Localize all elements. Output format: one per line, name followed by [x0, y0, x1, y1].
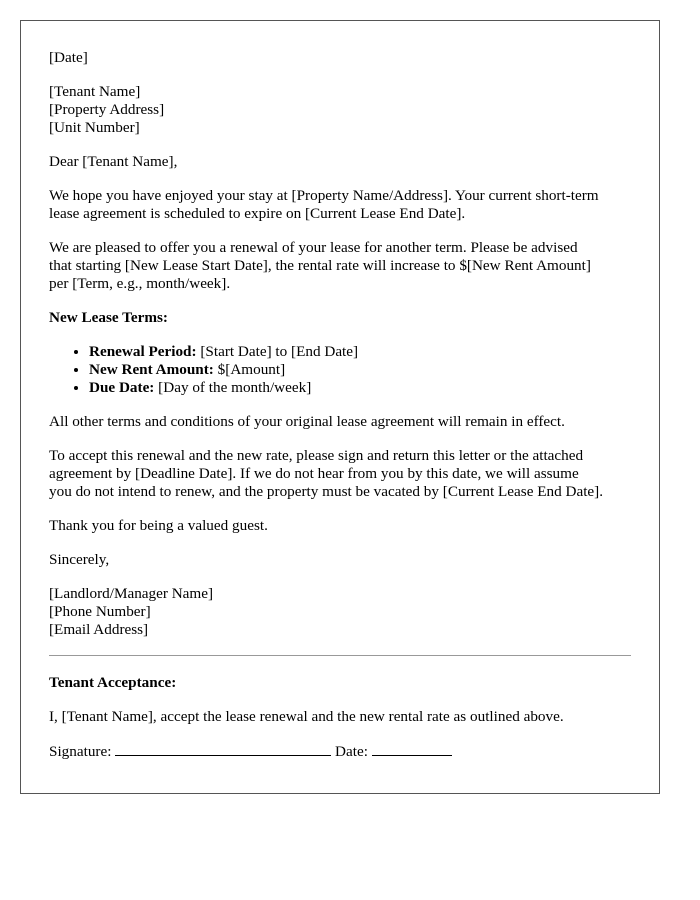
recipient-name: [Tenant Name]: [49, 83, 141, 100]
term-value: [Start Date] to [End Date]: [196, 343, 359, 360]
term-value: [Day of the month/week]: [154, 379, 312, 396]
thanks-line: Thank you for being a valued guest.: [49, 517, 268, 534]
sender-phone: [Phone Number]: [49, 603, 151, 620]
sender-block: [49, 585, 631, 639]
letter-date: [Date]: [49, 49, 88, 66]
terms-list: [49, 343, 631, 397]
accept-instructions-paragraph: [49, 447, 631, 501]
closing: Sincerely,: [49, 551, 110, 568]
intro-line-1: We hope you have enjoyed your stay at [Property Name/Address]. Your current short-term: [49, 187, 599, 204]
salutation: Dear [Tenant Name],: [49, 153, 178, 170]
term-label: New Rent Amount:: [89, 361, 214, 378]
offer-line-3: per [Term, e.g., month/week].: [49, 275, 231, 292]
list-item: [89, 361, 631, 379]
lease-renewal-letter: [20, 20, 660, 794]
offer-paragraph: [49, 239, 631, 293]
intro-line-2: lease agreement is scheduled to expire on [Current Lease End Date].: [49, 205, 466, 222]
term-label: Renewal Period:: [89, 343, 197, 360]
accept-line-3: you do not intend to renew, and the property must be vacated by [Current Lease End Date].: [49, 483, 604, 500]
terms-remain-paragraph: All other terms and conditions of your original lease agreement will remain in effect.: [49, 413, 565, 430]
list-item: [89, 343, 631, 361]
accept-line-1: To accept this renewal and the new rate, please sign and return this letter or the attached: [49, 447, 584, 464]
term-value: $[Amount]: [213, 361, 286, 378]
signature-row: [49, 742, 631, 761]
acceptance-heading: Tenant Acceptance:: [49, 674, 177, 691]
sender-email: [Email Address]: [49, 621, 149, 638]
offer-line-2: that starting [New Lease Start Date], the rental rate will increase to $[New Rent Amount]: [49, 257, 591, 274]
date-line[interactable]: [372, 742, 452, 756]
recipient-address: [Property Address]: [49, 101, 165, 118]
signature-label: Signature:: [49, 743, 116, 760]
accept-line-2: agreement by [Deadline Date]. If we do not hear from you by this date, we will assume: [49, 465, 579, 482]
recipient-unit: [Unit Number]: [49, 119, 140, 136]
acceptance-text: I, [Tenant Name], accept the lease renewal and the new rental rate as outlined above.: [49, 708, 564, 725]
list-item: [89, 379, 631, 397]
letter-date-block: [49, 49, 631, 67]
intro-paragraph: [49, 187, 631, 223]
terms-heading: New Lease Terms:: [49, 309, 168, 326]
offer-line-1: We are pleased to offer you a renewal of your lease for another term. Please be advised: [49, 239, 578, 256]
signature-line[interactable]: [115, 742, 331, 756]
term-label: Due Date:: [89, 379, 155, 396]
sender-name: [Landlord/Manager Name]: [49, 585, 214, 602]
section-divider: [49, 655, 631, 656]
date-label: Date:: [331, 743, 372, 760]
recipient-block: [49, 83, 631, 137]
